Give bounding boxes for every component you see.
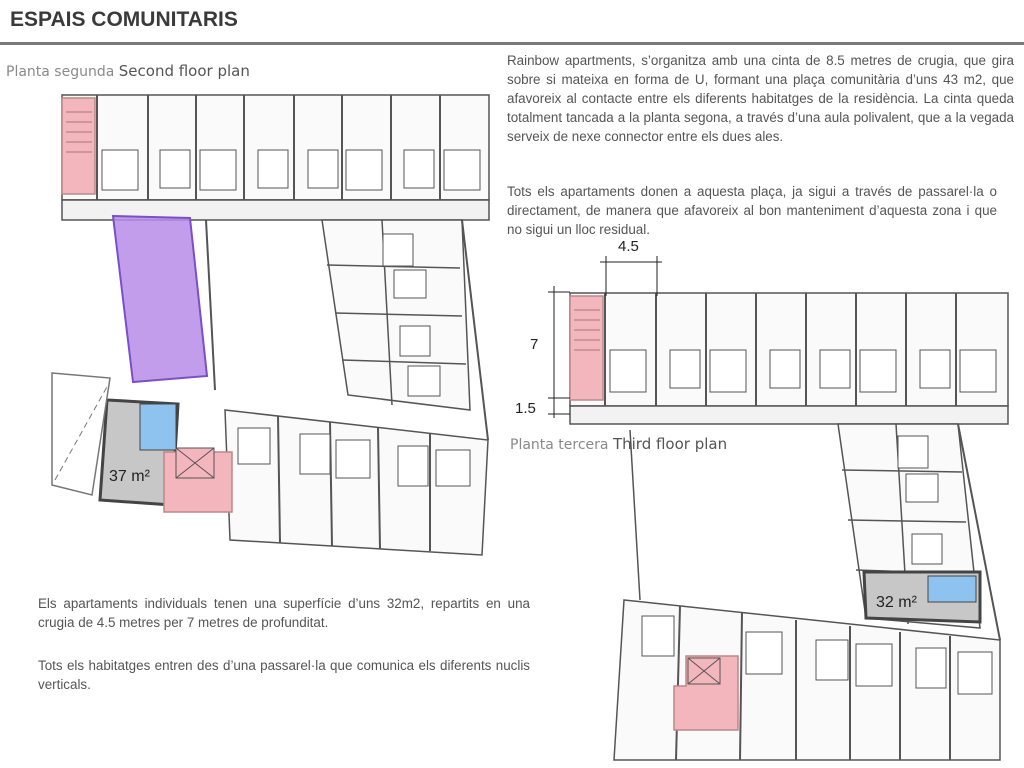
third-floor-area-label: 32 m² [876, 594, 917, 611]
dimension-depth: 7 [530, 336, 539, 353]
third-floor-label-en: Third floor plan [612, 435, 728, 453]
third-floor-label-ca: Planta tercera [510, 437, 609, 453]
second-floor-label-en: Second floor plan [118, 62, 250, 80]
dimension-corridor: 1.5 [515, 400, 536, 417]
page-title: ESPAIS COMUNITARIS [10, 8, 238, 31]
intro-paragraph: Rainbow apartments, s’organitza amb una cinta de 8.5 metres de crugia, que gira sobre si mateixa en forma de U, formant una plaça comunitària d’uns 43 m2, que afavoreix al contacte entre els diferents habitatges de la residència. La cinta queda totalment tancada a la planta segona, a través d’una aula polivalent, que a la vegada serveix de nexe connector entre els dues ales. [507, 53, 1014, 144]
dimension-width: 4.5 [618, 238, 639, 255]
circulation-paragraph: Tots els habitatges entren des d’una passarel·la que comunica els diferents nuclis verticals. [38, 658, 530, 692]
third-floor-plan [570, 293, 1008, 760]
second-floor-area-label: 37 m² [109, 468, 150, 485]
apartments-paragraph: Els apartaments individuals tenen una superfície d’uns 32m2, repartits en una crugia de 4.5 metres per 7 metres de profunditat. [38, 596, 530, 630]
third-floor-label [510, 435, 727, 453]
second-floor-label-ca: Planta segunda [6, 64, 115, 80]
access-paragraph: Tots els apartaments donen a aquesta plaça, ja sigui a través de passarel·la o directament, de manera que afavoreix al bon manteniment d’aquesta zona i que no sigui un lloc residual. [507, 184, 997, 237]
second-floor-plan [52, 95, 489, 555]
